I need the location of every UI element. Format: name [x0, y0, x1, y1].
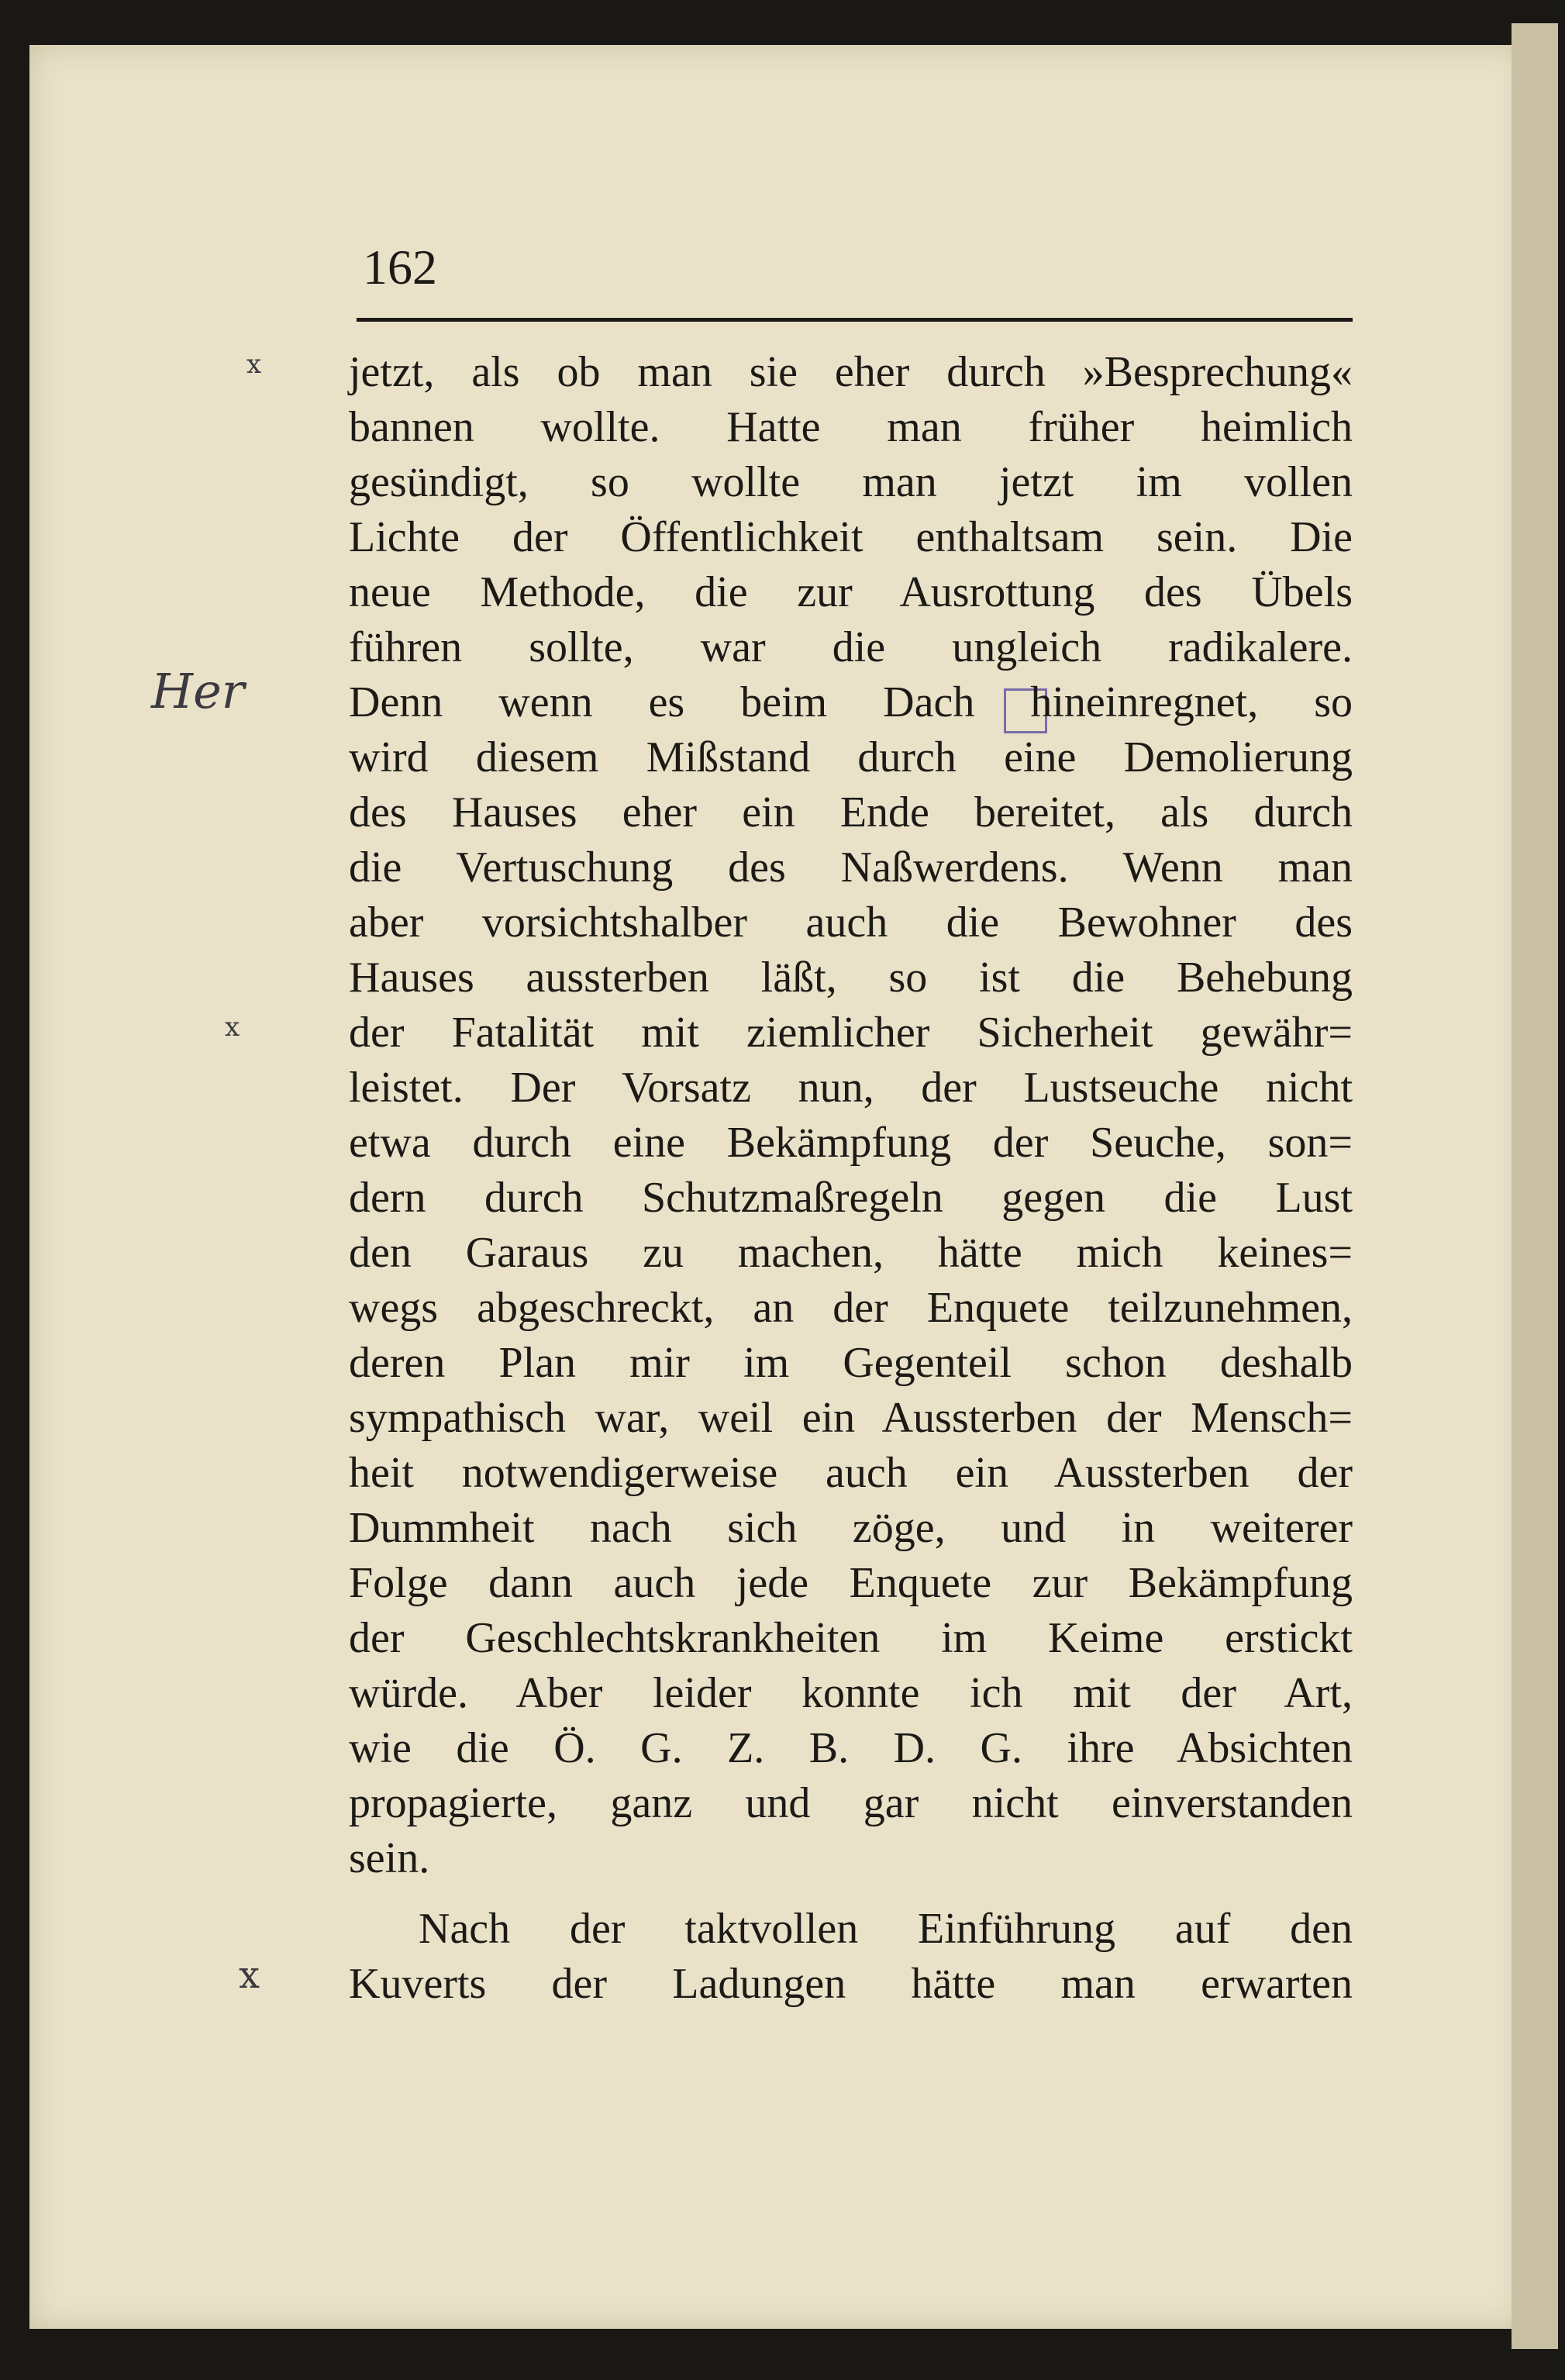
- text-line: deren Plan mir im Gegenteil schon deshalb: [349, 1339, 1353, 1387]
- text-line: Denn wenn es beim Dach hineinregnet, so: [349, 678, 1353, 726]
- text-line: gesündigt, so wollte man jetzt im vollen: [349, 458, 1353, 506]
- text-line: wegs abgeschreckt, an der Enquete teilzunehmen,: [349, 1284, 1353, 1332]
- text-line: neue Methode, die zur Ausrottung des Übels: [349, 568, 1353, 616]
- margin-mark: x: [239, 1954, 260, 1997]
- text-line: propagierte, ganz und gar nicht einverstanden: [349, 1779, 1353, 1827]
- text-line: die Vertuschung des Naßwerdens. Wenn man: [349, 843, 1353, 892]
- text-line: wird diesem Mißstand durch eine Demolierung: [349, 733, 1353, 781]
- text-line: leistet. Der Vorsatz nun, der Lustseuche nicht: [349, 1064, 1353, 1112]
- text-line: bannen wollte. Hatte man früher heimlich: [349, 403, 1353, 451]
- text-line: heit notwendigerweise auch ein Aussterben der: [349, 1449, 1353, 1497]
- text-line: Nach der taktvollen Einführung auf den: [419, 1905, 1353, 1953]
- margin-mark: x: [246, 349, 262, 380]
- text-line: den Garaus zu machen, hätte mich keines=: [349, 1229, 1353, 1277]
- text-line: dern durch Schutzmaßregeln gegen die Lust: [349, 1174, 1353, 1222]
- page-header: [357, 233, 1353, 322]
- paragraph-gap: [349, 1886, 1353, 1902]
- margin-mark: x: [225, 1012, 240, 1043]
- text-line: sein.: [349, 1834, 430, 1882]
- body-text: [349, 345, 1353, 2012]
- text-line: des Hauses eher ein Ende bereitet, als durch: [349, 788, 1353, 836]
- text-line: Kuverts der Ladungen hätte man erwarten: [349, 1960, 1353, 2008]
- text-line: führen sollte, war die ungleich radikalere.: [349, 623, 1353, 671]
- text-line: etwa durch eine Bekämpfung der Seuche, son=: [349, 1119, 1353, 1167]
- text-line: der Geschlechtskrankheiten im Keime erstickt: [349, 1614, 1353, 1662]
- text-line: Folge dann auch jede Enquete zur Bekämpfung: [349, 1559, 1353, 1607]
- text-line: der Fatalität mit ziemlicher Sicherheit gewähr=: [349, 1009, 1353, 1057]
- book-spine-edge: [1512, 23, 1558, 2349]
- text-line: Hauses aussterben läßt, so ist die Behebung: [349, 954, 1353, 1002]
- text-line: wie die Ö. G. Z. B. D. G. ihre Absichten: [349, 1724, 1353, 1772]
- text-line: Lichte der Öffentlichkeit enthaltsam sein. Die: [349, 513, 1353, 561]
- text-line: würde. Aber leider konnte ich mit der Art,: [349, 1669, 1353, 1717]
- handwritten-margin-note: Her: [151, 663, 245, 719]
- text-line: sympathisch war, weil ein Aussterben der Mensch=: [349, 1394, 1353, 1442]
- text-line: jetzt, als ob man sie eher durch »Besprechung«: [349, 348, 1353, 396]
- page-number: 162: [363, 240, 437, 295]
- text-line: Dummheit nach sich zöge, und in weiterer: [349, 1504, 1353, 1552]
- text-line: aber vorsichtshalber auch die Bewohner des: [349, 899, 1353, 947]
